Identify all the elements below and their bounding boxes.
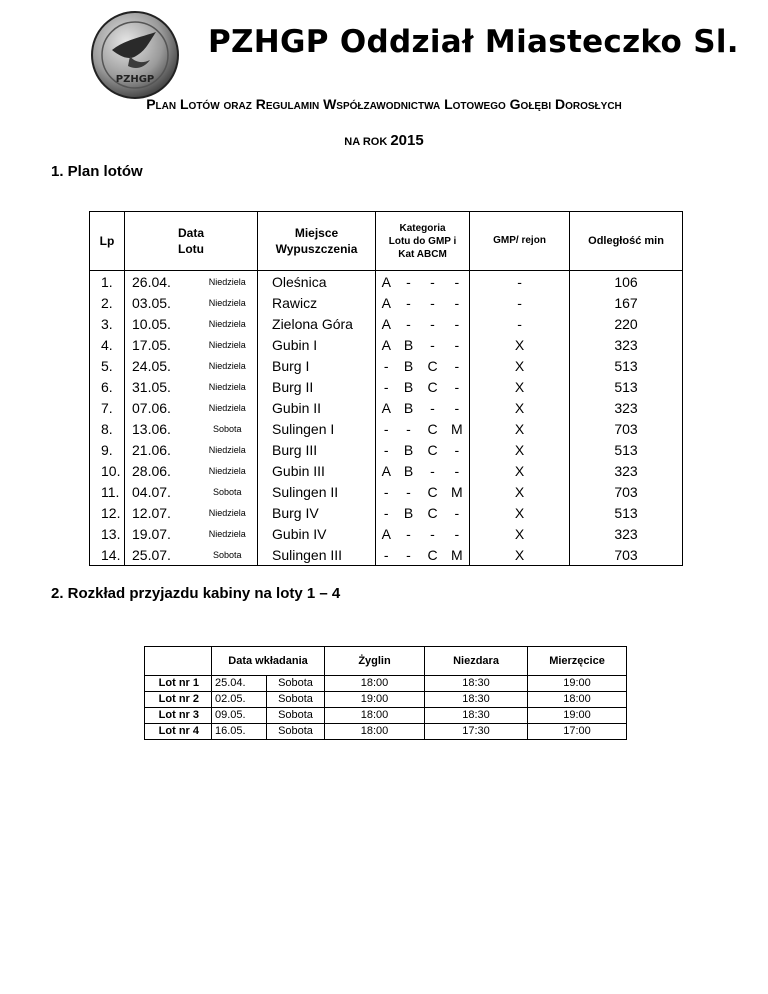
date-cell: 10.05.	[132, 315, 171, 332]
category-m-cell: -	[445, 397, 470, 418]
category-b-cell: B	[403, 336, 414, 353]
lot-cell: Lot nr 4	[145, 724, 212, 740]
zyglin-time-cell: 19:00	[325, 692, 425, 708]
category-b-cell: -	[406, 273, 411, 290]
zyglin-time-cell: 18:00	[325, 708, 425, 724]
flight-row	[90, 439, 683, 460]
date-cell: 12.07.	[132, 504, 171, 521]
category-m-cell: -	[445, 355, 470, 376]
category-b-cell: B	[403, 504, 414, 521]
category-a-cell: -	[383, 483, 389, 500]
date-cell: 31.05.	[132, 378, 171, 395]
flight-row	[90, 376, 683, 397]
lp-cell: 7.	[90, 397, 125, 418]
header-niezdara: Niezdara	[425, 647, 528, 676]
gmp-cell: X	[470, 502, 570, 523]
day-cell: Niedziela	[198, 376, 258, 397]
organization-title: PZHGP Oddział Miasteczko Sl.	[208, 24, 739, 60]
header-place: Miejsce Wypuszczenia	[258, 212, 376, 271]
category-c-cell: -	[430, 273, 435, 290]
gmp-cell: X	[470, 376, 570, 397]
place-cell: Burg IV	[258, 502, 376, 523]
category-c-cell: C	[427, 420, 438, 437]
section-1-title: 1. Plan lotów	[51, 163, 143, 180]
pzhgp-logo	[90, 10, 180, 100]
category-a-cell: A	[381, 336, 391, 353]
gmp-cell: X	[470, 523, 570, 544]
place-cell: Sulingen I	[258, 418, 376, 439]
cabin-row	[145, 676, 627, 692]
lp-cell: 2.	[90, 292, 125, 313]
lp-cell: 11.	[90, 481, 125, 502]
distance-cell: 513	[614, 357, 638, 374]
lp-cell: 3.	[90, 313, 125, 334]
flight-row	[90, 418, 683, 439]
category-m-cell: -	[445, 439, 470, 460]
lp-cell: 10.	[90, 460, 125, 481]
lp-cell: 6.	[90, 376, 125, 397]
day-cell: Niedziela	[198, 523, 258, 544]
date-cell: 25.07.	[132, 546, 171, 563]
day-cell: Niedziela	[198, 355, 258, 376]
category-a-cell: A	[381, 525, 391, 542]
lp-cell: 1.	[90, 271, 125, 293]
gmp-cell: X	[470, 418, 570, 439]
flight-row	[90, 355, 683, 376]
header-insert-date: Data wkładania	[212, 647, 325, 676]
cabin-schedule-table	[144, 646, 627, 740]
flight-row	[90, 292, 683, 313]
gmp-cell: -	[470, 292, 570, 313]
category-c-cell: C	[427, 483, 438, 500]
category-b-cell: B	[403, 378, 414, 395]
date-cell: 03.05.	[132, 294, 171, 311]
flight-row	[90, 460, 683, 481]
category-b-cell: B	[403, 357, 414, 374]
category-a-cell: -	[383, 357, 389, 374]
distance-cell: 323	[614, 462, 638, 479]
place-cell: Rawicz	[258, 292, 376, 313]
distance-cell: 703	[614, 483, 638, 500]
niezdara-time-cell: 18:30	[425, 708, 528, 724]
distance-cell: 703	[614, 420, 638, 437]
niezdara-time-cell: 17:30	[425, 724, 528, 740]
header-date: Data Lotu	[125, 212, 258, 271]
place-cell: Gubin III	[258, 460, 376, 481]
lp-cell: 8.	[90, 418, 125, 439]
insert-day-cell: Sobota	[267, 708, 325, 724]
category-c-cell: C	[427, 504, 438, 521]
place-cell: Burg III	[258, 439, 376, 460]
category-c-cell: -	[430, 294, 435, 311]
insert-day-cell: Sobota	[267, 724, 325, 740]
category-m-cell: M	[445, 418, 470, 439]
lot-cell: Lot nr 1	[145, 676, 212, 692]
distance-cell: 323	[614, 399, 638, 416]
mierzecice-time-cell: 19:00	[528, 676, 627, 692]
lot-cell: Lot nr 2	[145, 692, 212, 708]
day-cell: Niedziela	[198, 334, 258, 355]
flight-row	[90, 544, 683, 566]
category-c-cell: C	[427, 378, 438, 395]
header-lp: Lp	[90, 212, 125, 271]
zyglin-time-cell: 18:00	[325, 676, 425, 692]
category-a-cell: -	[383, 441, 389, 458]
mierzecice-time-cell: 17:00	[528, 724, 627, 740]
mierzecice-time-cell: 18:00	[528, 692, 627, 708]
lp-cell: 13.	[90, 523, 125, 544]
category-a-cell: A	[381, 273, 391, 290]
insert-day-cell: Sobota	[267, 676, 325, 692]
day-cell: Niedziela	[198, 460, 258, 481]
lp-cell: 12.	[90, 502, 125, 523]
lot-cell: Lot nr 3	[145, 708, 212, 724]
category-c-cell: -	[430, 399, 435, 416]
category-c-cell: -	[430, 315, 435, 332]
niezdara-time-cell: 18:30	[425, 692, 528, 708]
category-b-cell: -	[406, 546, 411, 563]
date-cell: 17.05.	[132, 336, 171, 353]
date-cell: 21.06.	[132, 441, 171, 458]
niezdara-time-cell: 18:30	[425, 676, 528, 692]
cabin-row	[145, 724, 627, 740]
plan-title: Plan Lotów oraz Regulamin Współzawodnictwa Lotowego Gołębi Dorosłych	[146, 96, 622, 112]
distance-cell: 167	[614, 294, 638, 311]
category-m-cell: -	[445, 376, 470, 397]
insert-date-cell: 16.05.	[212, 724, 267, 740]
insert-day-cell: Sobota	[267, 692, 325, 708]
logo-text: PZHGP	[115, 74, 155, 85]
gmp-cell: X	[470, 397, 570, 418]
header-zyglin: Żyglin	[325, 647, 425, 676]
date-cell: 19.07.	[132, 525, 171, 542]
lp-cell: 5.	[90, 355, 125, 376]
gmp-cell: X	[470, 355, 570, 376]
flight-row	[90, 397, 683, 418]
distance-cell: 703	[614, 546, 638, 563]
category-a-cell: A	[381, 315, 391, 332]
place-cell: Burg I	[258, 355, 376, 376]
gmp-cell: -	[470, 271, 570, 293]
place-cell: Gubin I	[258, 334, 376, 355]
place-cell: Zielona Góra	[258, 313, 376, 334]
section-2-title: 2. Rozkład przyjazdu kabiny na loty 1 – 4	[51, 585, 341, 602]
flight-row	[90, 313, 683, 334]
category-b-cell: -	[406, 483, 411, 500]
lp-cell: 4.	[90, 334, 125, 355]
category-b-cell: -	[406, 294, 411, 311]
category-m-cell: -	[445, 460, 470, 481]
day-cell: Niedziela	[198, 271, 258, 293]
category-m-cell: -	[445, 313, 470, 334]
zyglin-time-cell: 18:00	[325, 724, 425, 740]
day-cell: Niedziela	[198, 292, 258, 313]
lp-cell: 14.	[90, 544, 125, 566]
header-gmp: GMP/ rejon	[470, 212, 570, 271]
header-category: Kategoria Lotu do GMP i Kat ABCM	[376, 212, 470, 271]
cabin-row	[145, 708, 627, 724]
flight-plan-table	[89, 211, 683, 566]
mierzecice-time-cell: 19:00	[528, 708, 627, 724]
category-a-cell: -	[383, 546, 389, 563]
year-prefix: NA ROK	[344, 136, 388, 148]
flight-row	[90, 502, 683, 523]
lp-cell: 9.	[90, 439, 125, 460]
category-c-cell: -	[430, 462, 435, 479]
place-cell: Oleśnica	[258, 271, 376, 293]
category-c-cell: C	[427, 546, 438, 563]
category-m-cell: -	[445, 334, 470, 355]
category-a-cell: A	[381, 399, 391, 416]
year: 2015	[390, 132, 424, 149]
date-cell: 13.06.	[132, 420, 171, 437]
date-cell: 24.05.	[132, 357, 171, 374]
insert-date-cell: 09.05.	[212, 708, 267, 724]
distance-cell: 106	[614, 273, 638, 290]
gmp-cell: X	[470, 334, 570, 355]
category-m-cell: -	[445, 292, 470, 313]
gmp-cell: X	[470, 439, 570, 460]
category-c-cell: C	[427, 441, 438, 458]
category-b-cell: B	[403, 399, 414, 416]
day-cell: Niedziela	[198, 397, 258, 418]
distance-cell: 220	[614, 315, 638, 332]
category-c-cell: -	[430, 336, 435, 353]
date-cell: 04.07.	[132, 483, 171, 500]
date-cell: 28.06.	[132, 462, 171, 479]
category-b-cell: -	[406, 420, 411, 437]
distance-cell: 513	[614, 441, 638, 458]
place-cell: Burg II	[258, 376, 376, 397]
year-line	[0, 132, 768, 149]
category-m-cell: M	[445, 481, 470, 502]
distance-cell: 513	[614, 378, 638, 395]
flight-plan-body	[90, 271, 683, 566]
distance-cell: 323	[614, 525, 638, 542]
day-cell: Sobota	[198, 544, 258, 566]
category-a-cell: -	[383, 420, 389, 437]
category-m-cell: -	[445, 271, 470, 293]
place-cell: Gubin II	[258, 397, 376, 418]
distance-cell: 323	[614, 336, 638, 353]
insert-date-cell: 25.04.	[212, 676, 267, 692]
place-cell: Gubin IV	[258, 523, 376, 544]
category-b-cell: -	[406, 525, 411, 542]
place-cell: Sulingen III	[258, 544, 376, 566]
day-cell: Niedziela	[198, 502, 258, 523]
category-a-cell: -	[383, 378, 389, 395]
category-b-cell: B	[403, 462, 414, 479]
gmp-cell: X	[470, 544, 570, 566]
category-m-cell: M	[445, 544, 470, 566]
place-cell: Sulingen II	[258, 481, 376, 502]
category-c-cell: -	[430, 525, 435, 542]
category-m-cell: -	[445, 502, 470, 523]
flight-row	[90, 334, 683, 355]
category-a-cell: A	[381, 462, 391, 479]
gmp-cell: X	[470, 460, 570, 481]
header-mierzecice: Mierzęcice	[528, 647, 627, 676]
date-cell: 07.06.	[132, 399, 171, 416]
category-a-cell: -	[383, 504, 389, 521]
distance-cell: 513	[614, 504, 638, 521]
gmp-cell: -	[470, 313, 570, 334]
category-b-cell: -	[406, 315, 411, 332]
category-a-cell: A	[381, 294, 391, 311]
flight-row	[90, 271, 683, 293]
category-b-cell: B	[403, 441, 414, 458]
date-cell: 26.04.	[132, 273, 171, 290]
day-cell: Sobota	[198, 481, 258, 502]
header-distance: Odległość min	[570, 212, 683, 271]
category-m-cell: -	[445, 523, 470, 544]
day-cell: Niedziela	[198, 313, 258, 334]
cabin-schedule-body	[145, 676, 627, 740]
day-cell: Sobota	[198, 418, 258, 439]
category-c-cell: C	[427, 357, 438, 374]
flight-row	[90, 523, 683, 544]
insert-date-cell: 02.05.	[212, 692, 267, 708]
flight-row	[90, 481, 683, 502]
day-cell: Niedziela	[198, 439, 258, 460]
cabin-row	[145, 692, 627, 708]
gmp-cell: X	[470, 481, 570, 502]
header-blank	[145, 647, 212, 676]
